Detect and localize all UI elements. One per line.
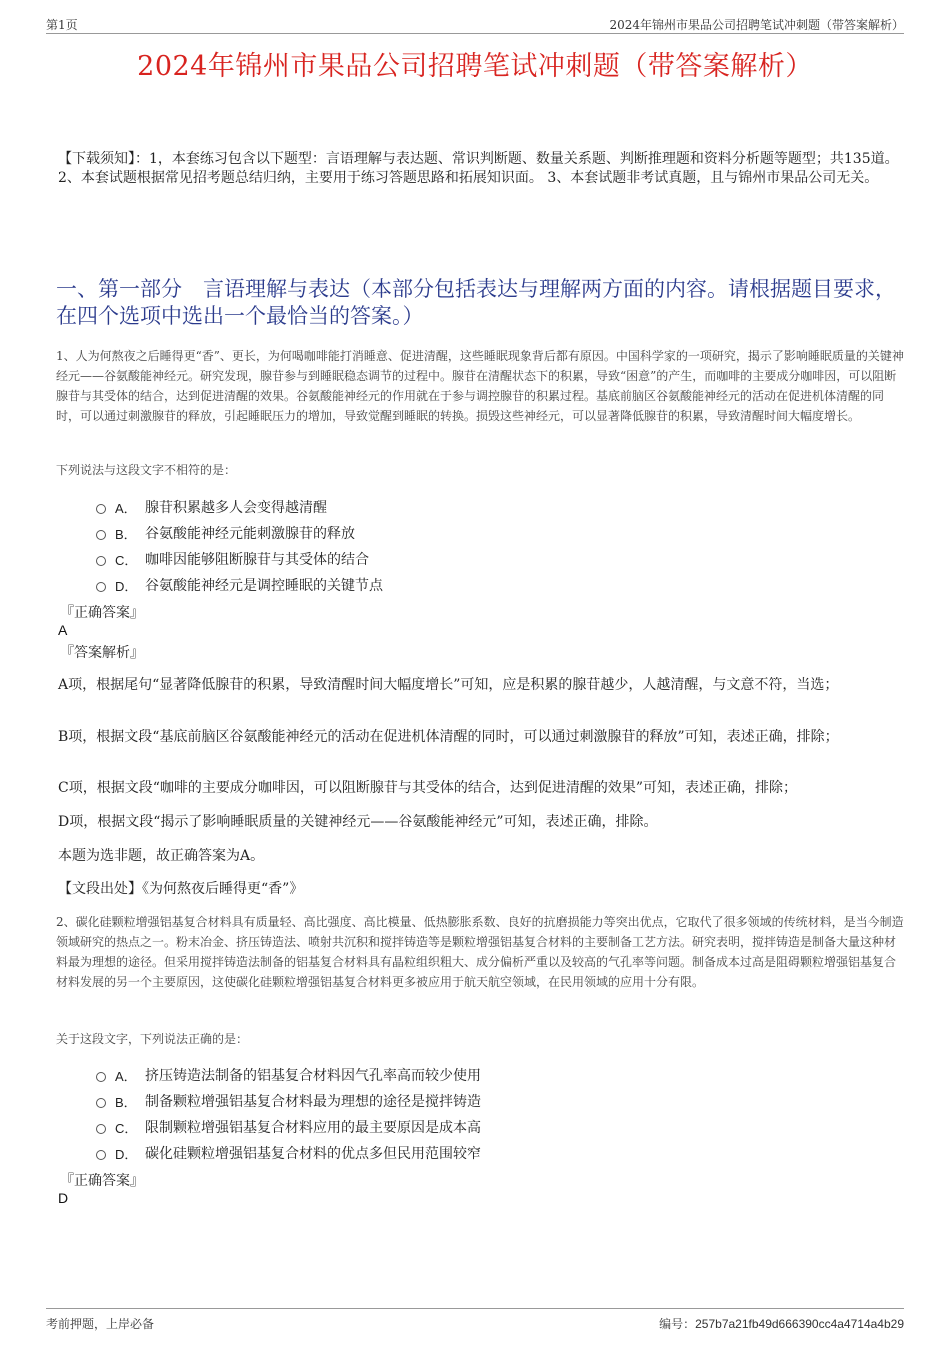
option-text: 咖啡因能够阻断腺苷与其受体的结合 (145, 552, 369, 568)
analysis-conclusion: 本题为选非题，故正确答案为A。 (58, 848, 265, 864)
radio-icon[interactable] (96, 582, 106, 592)
option-letter: B． (115, 526, 137, 542)
question-2-option-a[interactable] (96, 1062, 796, 1088)
option-letter: D． (115, 1146, 138, 1162)
header-title: 2024年锦州市果品公司招聘笔试冲刺题（带答案解析） (609, 18, 904, 32)
code-label: 编号： (659, 1317, 696, 1331)
question-2-answer-label: 『正确答案』 (60, 1173, 144, 1189)
question-1-option-d[interactable] (96, 572, 796, 598)
question-1-options (96, 494, 796, 598)
analysis-line-b: B项，根据文段“基底前脑区谷氨酸能神经元的活动在促进机体清醒的同时，可以通过刺激腺苷的释放”可知，表述正确，排除； (58, 729, 839, 745)
question-2-option-b[interactable] (96, 1088, 796, 1114)
option-letter: A． (115, 1068, 137, 1084)
radio-icon[interactable] (96, 1150, 106, 1160)
question-2-option-d[interactable] (96, 1140, 796, 1166)
option-letter: A． (115, 500, 137, 516)
option-text: 挤压铸造法制备的铝基复合材料因气孔率高而较少使用 (145, 1068, 481, 1084)
section-heading: 一、第一部分 言语理解与表达（本部分包括表达与理解两方面的内容。请根据题目要求，在四个选项中选出一个最恰当的答案。） (56, 277, 896, 328)
code-value: 257b7a21fb49d666390cc4a4714a4b29 (695, 1317, 904, 1331)
question-1-analysis-label: 『答案解析』 (60, 645, 144, 661)
question-2-answer: D (58, 1190, 69, 1206)
option-text: 谷氨酸能神经元能刺激腺苷的释放 (145, 526, 355, 542)
question-1-answer: A (58, 622, 68, 638)
option-text: 碳化硅颗粒增强铝基复合材料的优点多但民用范围较窄 (145, 1146, 481, 1162)
question-2-options (96, 1062, 796, 1166)
question-2-prompt: 关于这段文字，下列说法正确的是： (56, 1032, 249, 1046)
question-2-option-c[interactable] (96, 1114, 796, 1140)
question-1-prompt: 下列说法与这段文字不相符的是： (56, 463, 237, 477)
question-1-answer-label: 『正确答案』 (60, 605, 144, 621)
radio-icon[interactable] (96, 1072, 106, 1082)
page-header (46, 14, 904, 34)
option-letter: D． (115, 578, 138, 594)
question-1-passage: 1、人为何熬夜之后睡得更“香”、更长，为何喝咖啡能打消睡意、促进清醒，这些睡眠现象背后都有原因。中国科学家的一项研究，揭示了影响睡眠质量的关键神经元——谷氨酸能神经元。研究发现，腺苷参与到睡眠稳态调节的过程中。腺苷在清醒状态下的积累，导致“困意”的产生，而咖啡的主要成分咖啡因，可以阻断腺苷与其受体的结合，达到促进清醒的效果。谷氨酸能神经元的作用就在于参与调控腺苷的积累过程。基底前脑区谷氨酸能神经元的活动在促进机体清醒的同时，可以通过刺激腺苷的释放，引起睡眠压力的增加，导致觉醒到睡眠的转换。损毁这些神经元，可以显著降低腺苷的积累，导致清醒时间大幅度增长。 (56, 349, 904, 423)
option-letter: B． (115, 1094, 137, 1110)
radio-icon[interactable] (96, 504, 106, 514)
option-letter: C． (115, 552, 138, 568)
question-1-option-b[interactable] (96, 520, 796, 546)
question-1-option-c[interactable] (96, 546, 796, 572)
option-text: 腺苷积累越多人会变得越清醒 (145, 500, 327, 516)
footer-slogan: 考前押题，上岸必备 (46, 1317, 155, 1331)
download-notice: 【下载须知】：1，本套练习包含以下题型：言语理解与表达题、常识判断题、数量关系题、判断推理题和资料分析题等题型；共135道。 2、本套试题根据常见招考题总结归纳，主要用于练习答题思路和拓展知识面。 3、本套试题非考试真题，且与锦州市果品公司无关。 (58, 151, 899, 186)
analysis-line-a: A项，根据尾句“显著降低腺苷的积累，导致清醒时间大幅度增长”可知，应是积累的腺苷越少，人越清醒，与文意不符，当选； (58, 677, 839, 693)
analysis-line-d: D项，根据文段“揭示了影响睡眠质量的关键神经元——谷氨酸能神经元”可知，表述正确，排除。 (58, 814, 658, 830)
option-text: 制备颗粒增强铝基复合材料最为理想的途径是搅拌铸造 (145, 1094, 481, 1110)
radio-icon[interactable] (96, 530, 106, 540)
question-2-passage: 2、碳化硅颗粒增强铝基复合材料具有质量轻、高比强度、高比模量、低热膨胀系数、良好的抗磨损能力等突出优点，它取代了很多领域的传统材料，是当今制造领域研究的热点之一。粉末冶金、挤压铸造法、喷射共沉积和搅拌铸造等是颗粒增强铝基复合材料的主要制备工艺方法。研究表明，搅拌铸造是制备大量这种材料最为理想的途径。但采用搅拌铸造法制备的铝基复合材料具有晶粒组织粗大、成分偏析严重以及较高的气孔率等问题。制备成本过高是阻碍颗粒增强铝基复合材料发展的另一个主要原因，这使碳化硅颗粒增强铝基复合材料更多被应用于航天航空领域，在民用领域的应用十分有限。 (56, 915, 904, 989)
document-title: 2024年锦州市果品公司招聘笔试冲刺题（带答案解析） (137, 51, 813, 82)
page-number: 第1页 (46, 18, 78, 32)
document-code (659, 1315, 904, 1332)
passage-source: 【文段出处】《为何熬夜后睡得更“香”》 (58, 881, 304, 897)
option-text: 限制颗粒增强铝基复合材料应用的最主要原因是成本高 (145, 1120, 481, 1136)
analysis-line-c: C项，根据文段“咖啡的主要成分咖啡因，可以阻断腺苷与其受体的结合，达到促进清醒的效果”可知，表述正确，排除； (58, 780, 798, 796)
radio-icon[interactable] (96, 556, 106, 566)
option-letter: C． (115, 1120, 138, 1136)
radio-icon[interactable] (96, 1124, 106, 1134)
page-footer (46, 1308, 904, 1334)
question-1-option-a[interactable] (96, 494, 796, 520)
radio-icon[interactable] (96, 1098, 106, 1108)
option-text: 谷氨酸能神经元是调控睡眠的关键节点 (145, 578, 383, 594)
